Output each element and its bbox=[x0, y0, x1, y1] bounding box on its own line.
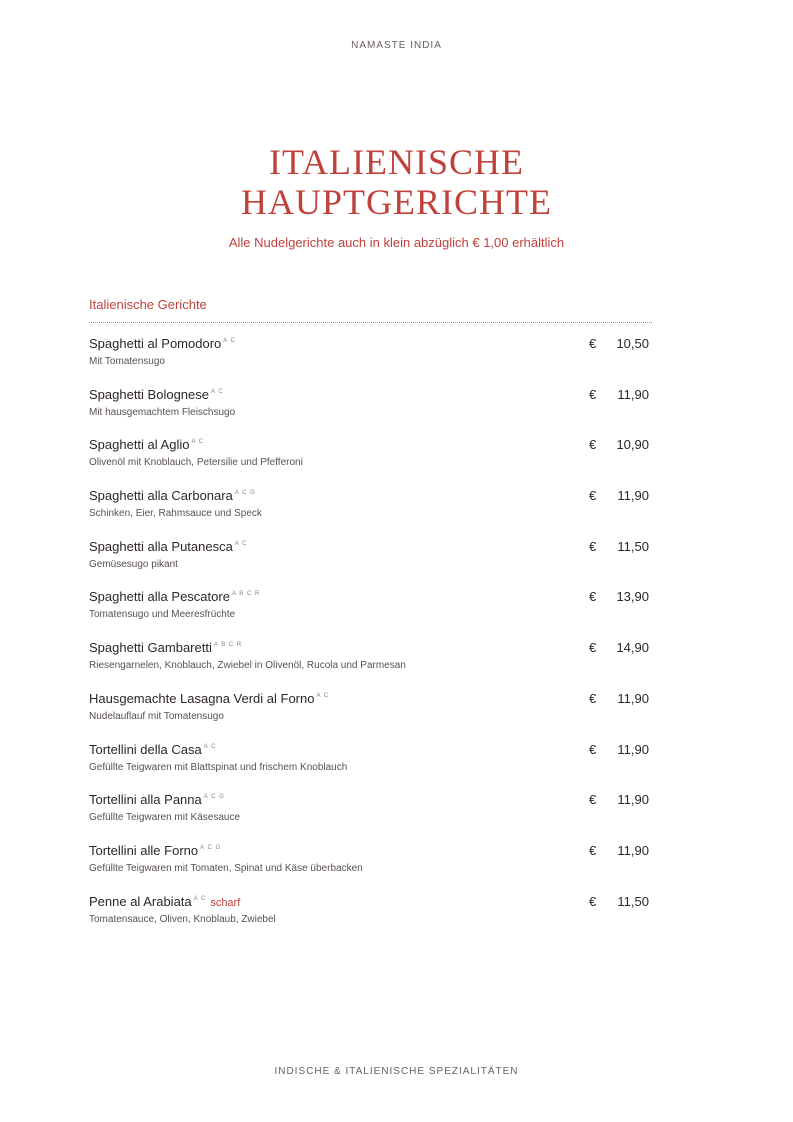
currency-symbol: € bbox=[589, 538, 597, 554]
menu-item-description: Gefüllte Teigwaren mit Käsesauce bbox=[89, 812, 241, 824]
menu-item bbox=[89, 336, 649, 387]
menu-item-price: 11,90 bbox=[617, 488, 649, 504]
menu-item-name: Spaghetti alla Carbonara bbox=[89, 488, 233, 504]
menu-item bbox=[89, 894, 649, 945]
section-heading: Italienische Gerichte bbox=[89, 297, 207, 312]
menu-item-description: Tomatensugo und Meeresfrüchte bbox=[89, 609, 236, 621]
menu-item-title bbox=[89, 437, 204, 452]
menu-item-name: Tortellini alle Forno bbox=[89, 842, 199, 858]
menu-item bbox=[89, 488, 649, 539]
menu-item-price: 10,90 bbox=[616, 437, 649, 453]
menu-item-price: 11,90 bbox=[617, 741, 649, 757]
menu-item-title bbox=[89, 691, 329, 706]
menu-item-title bbox=[89, 640, 242, 655]
menu-item-description: Gefüllte Teigwaren mit Blattspinat und frischem Knoblauch bbox=[89, 761, 348, 773]
allergen-codes: A B C R bbox=[231, 591, 261, 598]
menu-item-price: 13,90 bbox=[616, 589, 649, 605]
menu-item-name: Tortellini alla Panna bbox=[89, 792, 202, 808]
menu-item-description: Gemüsesugo pikant bbox=[89, 558, 178, 570]
menu-item-name: Spaghetti Bolognese bbox=[89, 386, 209, 402]
menu-item bbox=[89, 589, 649, 640]
currency-symbol: € bbox=[589, 488, 597, 504]
menu-item-price: 11,50 bbox=[617, 538, 649, 554]
allergen-codes: A C bbox=[234, 540, 248, 547]
menu-item-name: Spaghetti al Pomodoro bbox=[89, 336, 222, 351]
menu-item-price: 11,90 bbox=[617, 842, 649, 858]
menu-item-title bbox=[89, 894, 240, 909]
menu-item-price: 11,90 bbox=[617, 792, 649, 808]
allergen-codes: A C bbox=[316, 692, 330, 699]
menu-item-price: 14,90 bbox=[616, 640, 649, 656]
menu-item bbox=[89, 640, 649, 691]
currency-symbol: € bbox=[589, 690, 597, 706]
page-subtitle: Alle Nudelgerichte auch in klein abzüglich € 1,00 erhältlich bbox=[228, 235, 565, 250]
menu-item-title bbox=[89, 589, 260, 604]
spicy-tag: scharf bbox=[210, 896, 241, 909]
allergen-codes: A C G bbox=[203, 794, 225, 801]
menu-item-title bbox=[89, 539, 248, 554]
menu-item-name: Tortellini della Casa bbox=[89, 741, 202, 757]
menu-item-name: Spaghetti alla Putanesca bbox=[89, 538, 233, 554]
menu-item-description: Nudelauflauf mit Tomatensugo bbox=[89, 710, 224, 722]
menu-item bbox=[89, 539, 649, 590]
allergen-codes: A C bbox=[203, 743, 217, 750]
menu-item-title bbox=[89, 336, 236, 351]
allergen-codes: A B C R bbox=[213, 642, 243, 649]
currency-symbol: € bbox=[589, 437, 597, 453]
allergen-codes: A C G bbox=[234, 490, 256, 497]
menu-item-price: 10,50 bbox=[616, 336, 649, 351]
menu-item-description: Tomatensauce, Oliven, Knoblaub, Zwiebel bbox=[89, 913, 276, 925]
menu-item-name: Spaghetti Gambaretti bbox=[89, 640, 212, 656]
menu-item-title bbox=[89, 488, 256, 503]
allergen-codes: A C bbox=[191, 439, 205, 446]
allergen-codes: A C bbox=[223, 338, 236, 344]
allergen-codes: A C bbox=[193, 895, 207, 902]
footer-text: INDISCHE & ITALIENISCHE SPEZIALITÄTEN bbox=[274, 1066, 519, 1077]
menu-item-description: Schinken, Eier, Rahmsauce und Speck bbox=[89, 508, 262, 520]
menu-item-title bbox=[89, 387, 224, 402]
menu-item-price: 11,90 bbox=[617, 386, 649, 402]
menu-item-description: Mit hausgemachtem Fleischsugo bbox=[89, 406, 236, 418]
menu-item bbox=[89, 742, 649, 793]
menu-item bbox=[89, 387, 649, 438]
menu-list bbox=[89, 336, 649, 944]
header-brand: NAMASTE INDIA bbox=[351, 40, 442, 51]
menu-item bbox=[89, 792, 649, 843]
currency-symbol: € bbox=[589, 640, 597, 656]
currency-symbol: € bbox=[589, 741, 597, 757]
allergen-codes: A C G bbox=[200, 844, 222, 851]
allergen-codes: A C bbox=[210, 388, 224, 395]
menu-item-name: Spaghetti al Aglio bbox=[89, 437, 190, 453]
menu-item-description: Olivenöl mit Knoblauch, Petersilie und Pfefferoni bbox=[89, 457, 303, 469]
menu-item-price: 11,50 bbox=[617, 893, 649, 909]
menu-item-description: Mit Tomatensugo bbox=[89, 356, 165, 367]
menu-item-name: Hausgemachte Lasagna Verdi al Forno bbox=[89, 690, 315, 706]
section-divider bbox=[89, 322, 652, 323]
currency-symbol: € bbox=[589, 792, 597, 808]
menu-item-title bbox=[89, 843, 221, 858]
menu-item bbox=[89, 437, 649, 488]
page-title-line-1: ITALIENISCHE bbox=[268, 142, 525, 182]
menu-item bbox=[89, 843, 649, 894]
currency-symbol: € bbox=[589, 842, 597, 858]
menu-item-description: Riesengarnelen, Knoblauch, Zwiebel in Olivenöl, Rucola und Parmesan bbox=[89, 660, 406, 672]
menu-item-price: 11,90 bbox=[617, 690, 649, 706]
currency-symbol: € bbox=[589, 336, 597, 351]
menu-item-title bbox=[89, 742, 216, 757]
currency-symbol: € bbox=[589, 386, 597, 402]
currency-symbol: € bbox=[589, 893, 597, 909]
menu-item-name: Penne al Arabiata bbox=[89, 893, 192, 909]
menu-item-title bbox=[89, 792, 225, 807]
page-title bbox=[0, 142, 793, 222]
menu-item-description: Gefüllte Teigwaren mit Tomaten, Spinat und Käse überbacken bbox=[89, 862, 363, 874]
currency-symbol: € bbox=[589, 589, 597, 605]
menu-item bbox=[89, 691, 649, 742]
page-title-line-2: HAUPTGERICHTE bbox=[241, 182, 552, 222]
menu-item-name: Spaghetti alla Pescatore bbox=[89, 589, 230, 605]
